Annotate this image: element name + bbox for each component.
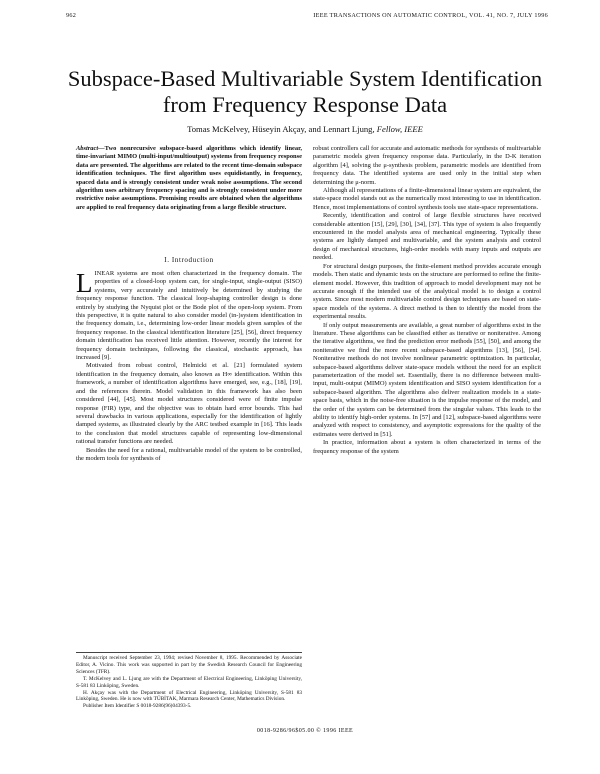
introduction-body <box>76 270 302 463</box>
abstract <box>76 145 302 212</box>
running-header <box>66 12 548 24</box>
footnote: Manuscript received September 23, 1994; revised November 8, 1995. Recommended by Associate Editor, A. Vicino. This work was supported in part by the Swedish Research Council for Engineering Sciences (TFR). <box>76 655 302 675</box>
footnotes <box>76 652 302 710</box>
author-fellow: Fellow, IEEE <box>376 124 423 134</box>
intro-paragraph: LINEAR systems are most often characterized in the frequency domain. The properties of a closed-loop system can, for single-input, single-output (SISO) systems, very accurately and intuitively be determined by studying the frequency response function. The classical loop-shaping controller design is done entirely by studying the Nyquist plot or the Bode plot of the open-loop system. From this perspective, it is quite natural to also consider model (in-)system identification in the frequency domain, i.e., determining low-order linear models given samples of the frequency response. In the classical identification literature [25], [56], direct frequency domain identification has received little attention. However, recently the interest for frequency domain techniques, following the classical, stochastic approach, has increased [9]. <box>76 268 302 362</box>
drop-cap: L <box>76 268 93 298</box>
journal-header: IEEE TRANSACTIONS ON AUTOMATIC CONTROL, VOL. 41, NO. 7, JULY 1996 <box>313 12 548 19</box>
right-column-body <box>313 145 541 456</box>
body-paragraph: In practice, information about a system is often characterized in terms of the frequency response of the system <box>313 439 541 455</box>
section-heading: I. Introduction <box>164 256 214 264</box>
body-paragraph: robust controllers call for accurate and automatic methods for synthesis of multivariable parametric models given frequency response data. Particularly, in the D-K iteration algorithm [4], solving the μ-synthesis problem, parametric models are identified from frequency data. The identified systems are used only in the initial step when determining the μ-norm. <box>313 145 541 186</box>
footnote: Publisher Item Identifier S 0018-9286(96)04393-5. <box>83 703 192 710</box>
footnote: H. Akçay was with the Department of Electrical Engineering, Linköping University, S-581 83 Linköping, Sweden. He is now with TÜBİTAK, Marmara Research Center, Mathematics Division. <box>76 689 302 703</box>
copyright-line: 0018-9286/96$05.00 © 1996 IEEE <box>256 728 354 734</box>
author-line <box>60 124 550 134</box>
body-paragraph: For structural design purposes, the finite-element method provides accurate enough models. Then static and dynamic tests on the structure are performed to refine the finite-element model. However, this tradition of approach to model development may not be accurate enough if the intended use of the analytical model is to design a control system. Since most modern multivariable control design techniques are based on state-space models of the systems. A direct method is then to identify the model from the experimental results. <box>313 262 541 321</box>
intro-paragraph: Besides the need for a rational, multivariable model of the system to be controlled, the modern tools for synthesis of <box>76 446 302 462</box>
page-number: 962 <box>66 12 77 19</box>
body-paragraph: Recently, identification and control of large flexible structures have received considerable attention [15], [29], [30], [34], [37]. This type of system is also frequently encountered in the model analysis area of mechanical engineering. Typically these systems are lightly damped and multivariable, and the system analysis and control design of mechanical structures, high-order models with many inputs and outputs are needed. <box>313 212 541 262</box>
paper-title: Subspace-Based Multivariable System Identification from Frequency Response Data <box>67 66 543 117</box>
intro-paragraph: Motivated from robust control, Helmicki et al. [21] formulated system identification in the frequency domain, also known as H∞ identification. Within this framework, a number of identification algorithms have emerged, see, e.g., [18], [19], and the references therein. Model validation in this framework has also been considered [44], [45]. Most model structures considered were of finite impulse response (FIR) type, and the objective was to obtain hard error bounds. This had several drawbacks in various applications, especially for the identification of lightly damped systems, as illustrated clearly by the ARC testbed example in [16]. This leads to the conclusion that model structures capable of representing low-dimensional rational transfer functions are needed. <box>76 362 302 446</box>
body-paragraph: If only output measurements are available, a great number of algorithms exist in the literature. These algorithms can be classified either as iterative or noniterative. Among the iterative algorithms, we find the prediction error methods [55], [50], and among the noniterative we find the more recent subspace-based algorithms [13], [56], [54]. Noniterative methods do not involve nonlinear parametric optimization. In particular, subspace-based algorithms deliver state-space models without the need for an explicit parameterization of the model set. Essentially, there is no difference between multi-input, multi-output (MIMO) system identification and SISO system identification for a subspace-based algorithm. The algorithms also deliver realization models in a state-space basis, which in the noise-free situation is the impulse response of the model, and the order of the system can be determined from the singular values. This leads to the ability to identify high-order systems. In [57] and [12], subspace-based algorithms were analyzed with respect to consistency, and asymptotic expressions for the quality of the estimates were derived in [51]. <box>313 321 541 438</box>
author-names: Tomas McKelvey, Hüseyin Akçay, and Lennart Ljung, <box>187 124 375 134</box>
abstract-text: Two nonrecursive subspace-based algorithms which identify linear, time-invariant MIMO (multi-input/multioutput) systems from frequency response data are presented. The algorithms are related to the recent time-domain subspace identification techniques. The first algorithm uses equidistantly, in frequency, spaced data and is strongly consistent under weak noise assumptions. The second algorithm uses arbitrary frequency spacing and is strongly consistent under more restrictive noise assumptions. Promising results are obtained when the algorithms are applied to real frequency data originating from a large flexible structure. <box>76 145 303 211</box>
abstract-label: Abstract— <box>76 145 105 152</box>
footnote: T. McKelvey and L. Ljung are with the Department of Electrical Engineering, Linköping University, S-581 83 Linköping, Sweden. <box>76 675 302 689</box>
body-paragraph: Although all representations of a finite-dimensional linear system are equivalent, the state-space model stands out as the numerically most interesting to use in identification. Hence, most implementations of control synthesis tools use state-space representations. <box>313 187 541 211</box>
